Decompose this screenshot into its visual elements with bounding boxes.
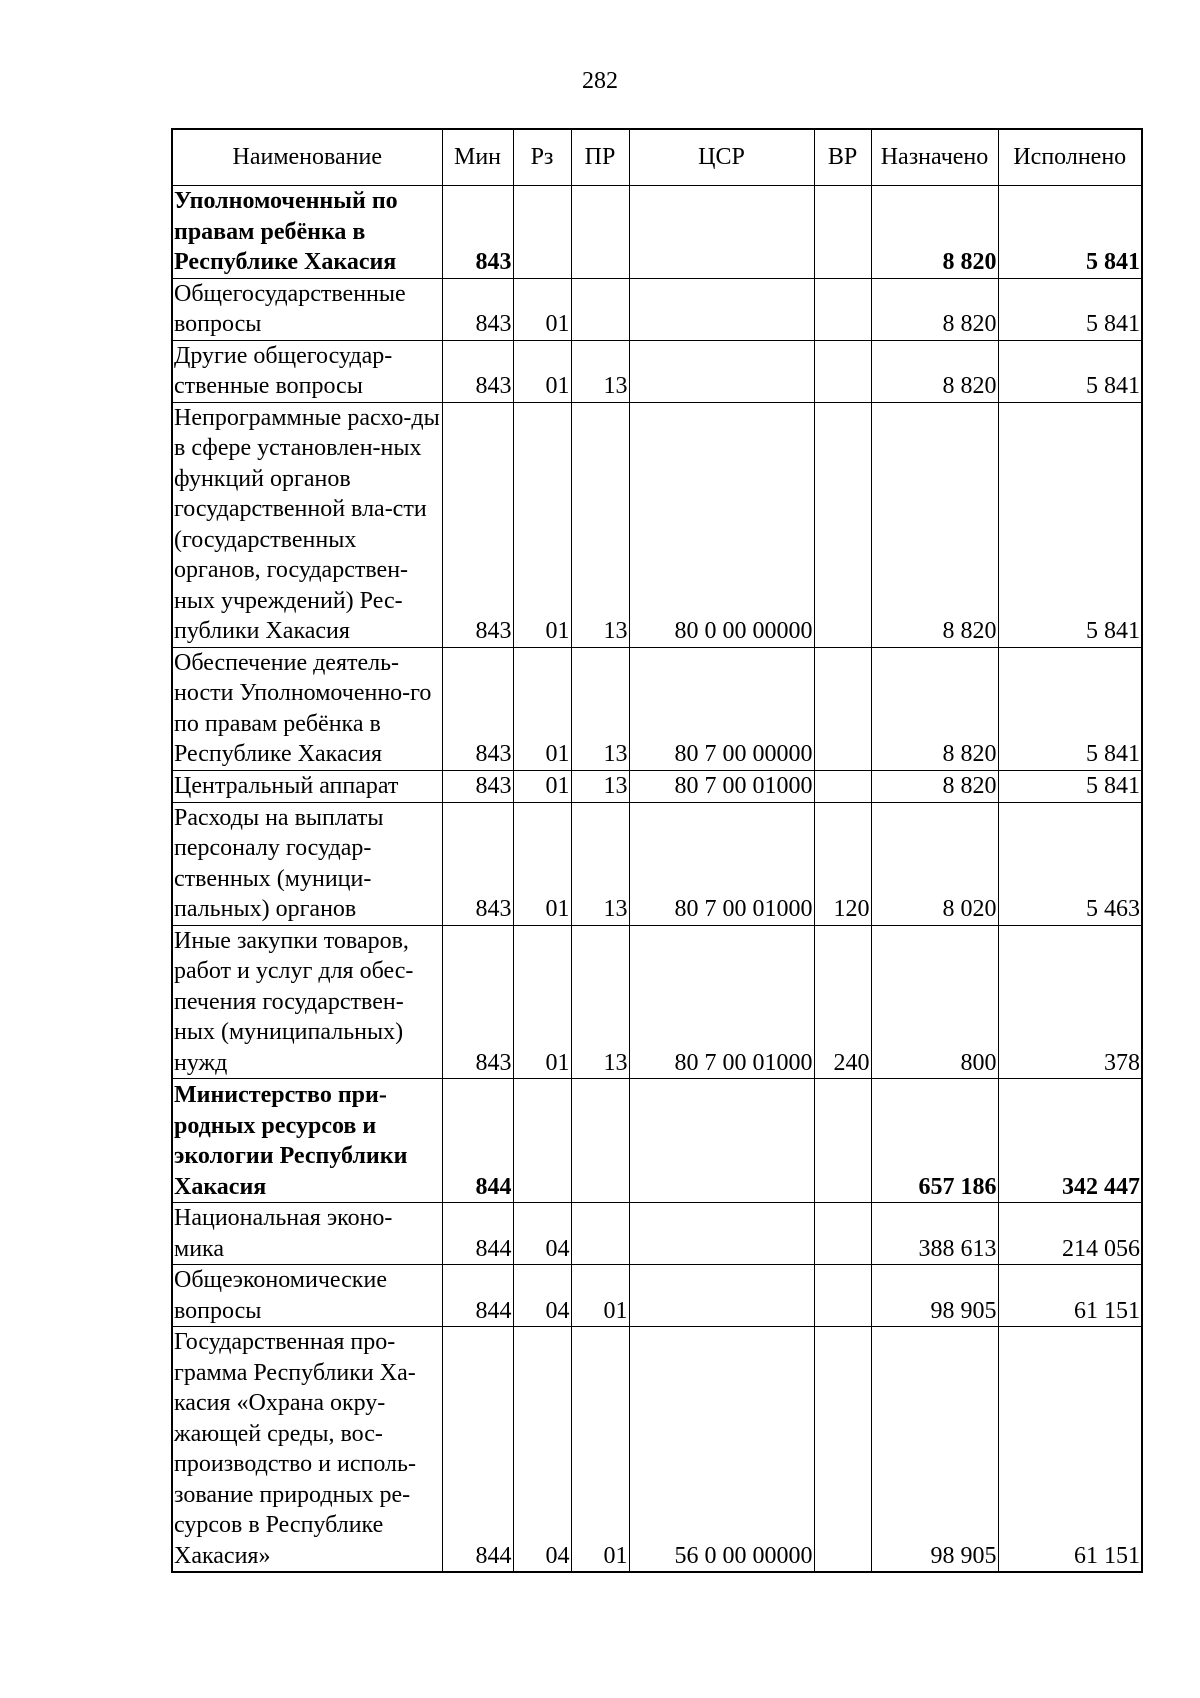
row-assigned: 8 820: [871, 278, 998, 340]
header-vr: ВР: [814, 129, 871, 186]
table-row: [172, 186, 1142, 279]
row-assigned: 8 020: [871, 802, 998, 925]
row-csr: 80 7 00 00000: [629, 647, 814, 770]
row-vr: [814, 1079, 871, 1203]
budget-table: [171, 128, 1143, 1573]
row-pr: 13: [571, 925, 629, 1079]
row-assigned: 8 820: [871, 402, 998, 647]
row-executed: 342 447: [998, 1079, 1142, 1203]
row-name: Общеэкономические вопросы: [172, 1265, 442, 1327]
table-row: [172, 278, 1142, 340]
row-csr: 80 7 00 01000: [629, 802, 814, 925]
row-name: Центральный аппарат: [172, 770, 442, 802]
row-vr: [814, 278, 871, 340]
row-vr: [814, 186, 871, 279]
row-assigned: 800: [871, 925, 998, 1079]
row-assigned: 8 820: [871, 647, 998, 770]
row-pr: 13: [571, 647, 629, 770]
row-min: 843: [442, 402, 513, 647]
row-assigned: 388 613: [871, 1203, 998, 1265]
row-pr: [571, 186, 629, 279]
row-vr: 240: [814, 925, 871, 1079]
row-name: Национальная эконо-мика: [172, 1203, 442, 1265]
row-executed: 378: [998, 925, 1142, 1079]
table-row: [172, 802, 1142, 925]
row-rz: 04: [513, 1327, 571, 1573]
row-assigned: 8 820: [871, 770, 998, 802]
header-rz: Рз: [513, 129, 571, 186]
row-rz: 01: [513, 340, 571, 402]
row-csr: [629, 1079, 814, 1203]
row-name: Уполномоченный по правам ребёнка в Республике Хакасия: [172, 186, 442, 279]
row-assigned: 657 186: [871, 1079, 998, 1203]
page-number: 282: [582, 68, 618, 94]
header-name: Наименование: [172, 129, 442, 186]
row-pr: 13: [571, 340, 629, 402]
row-min: 843: [442, 925, 513, 1079]
row-vr: [814, 647, 871, 770]
row-rz: [513, 1079, 571, 1203]
row-min: 844: [442, 1265, 513, 1327]
row-vr: 120: [814, 802, 871, 925]
row-rz: 01: [513, 802, 571, 925]
row-rz: 01: [513, 278, 571, 340]
row-executed: 5 841: [998, 402, 1142, 647]
row-csr: [629, 1203, 814, 1265]
row-min: 844: [442, 1203, 513, 1265]
row-pr: [571, 278, 629, 340]
row-rz: 01: [513, 647, 571, 770]
row-csr: 80 0 00 00000: [629, 402, 814, 647]
row-rz: 04: [513, 1203, 571, 1265]
row-pr: 13: [571, 402, 629, 647]
row-vr: [814, 1327, 871, 1573]
row-rz: 01: [513, 402, 571, 647]
row-name: Непрограммные расхо-ды в сфере установлен-ных функций органов государственной вла-сти (государственных органов, государствен-ных учреждений) Рес-публики Хакасия: [172, 402, 442, 647]
row-pr: [571, 1079, 629, 1203]
row-pr: 01: [571, 1327, 629, 1573]
row-name: Общегосударственные вопросы: [172, 278, 442, 340]
table-row: [172, 1265, 1142, 1327]
row-csr: 80 7 00 01000: [629, 925, 814, 1079]
row-assigned: 8 820: [871, 340, 998, 402]
row-pr: [571, 1203, 629, 1265]
row-min: 843: [442, 647, 513, 770]
row-min: 843: [442, 186, 513, 279]
row-executed: 5 841: [998, 340, 1142, 402]
row-pr: 13: [571, 770, 629, 802]
row-min: 843: [442, 278, 513, 340]
row-assigned: 8 820: [871, 186, 998, 279]
row-executed: 5 841: [998, 278, 1142, 340]
header-csr: ЦСР: [629, 129, 814, 186]
row-name: Другие общегосудар-ственные вопросы: [172, 340, 442, 402]
row-executed: 5 841: [998, 186, 1142, 279]
table-row: [172, 925, 1142, 1079]
row-vr: [814, 340, 871, 402]
row-executed: 5 463: [998, 802, 1142, 925]
row-csr: 80 7 00 01000: [629, 770, 814, 802]
row-assigned: 98 905: [871, 1265, 998, 1327]
row-csr: [629, 278, 814, 340]
row-rz: [513, 186, 571, 279]
header-pr: ПР: [571, 129, 629, 186]
row-name: Расходы на выплаты персоналу государ-ственных (муници-пальных) органов: [172, 802, 442, 925]
table-row: [172, 1079, 1142, 1203]
header-min: Мин: [442, 129, 513, 186]
row-min: 844: [442, 1079, 513, 1203]
row-name: Министерство при-родных ресурсов и экологии Республики Хакасия: [172, 1079, 442, 1203]
header-executed: Исполнено: [998, 129, 1142, 186]
row-rz: 01: [513, 925, 571, 1079]
row-csr: [629, 340, 814, 402]
row-pr: 13: [571, 802, 629, 925]
table-row: [172, 340, 1142, 402]
row-csr: 56 0 00 00000: [629, 1327, 814, 1573]
row-vr: [814, 1203, 871, 1265]
row-executed: 5 841: [998, 770, 1142, 802]
row-min: 843: [442, 340, 513, 402]
header-assigned: Назначено: [871, 129, 998, 186]
row-assigned: 98 905: [871, 1327, 998, 1573]
table-row: [172, 770, 1142, 802]
table-header-row: [172, 129, 1142, 186]
row-vr: [814, 402, 871, 647]
table-row: [172, 1203, 1142, 1265]
row-name: Государственная про-грамма Республики Ха-касия «Охрана окру-жающей среды, вос-производство и исполь-зование природных ре-сурсов в Республике Хакасия»: [172, 1327, 442, 1573]
table-row: [172, 1327, 1142, 1573]
row-pr: 01: [571, 1265, 629, 1327]
row-name: Иные закупки товаров, работ и услуг для обес-печения государствен-ных (муниципальных) нужд: [172, 925, 442, 1079]
row-executed: 214 056: [998, 1203, 1142, 1265]
row-executed: 5 841: [998, 647, 1142, 770]
row-executed: 61 151: [998, 1327, 1142, 1573]
row-csr: [629, 1265, 814, 1327]
row-vr: [814, 1265, 871, 1327]
row-vr: [814, 770, 871, 802]
row-min: 844: [442, 1327, 513, 1573]
row-name: Обеспечение деятель-ности Уполномоченно-го по правам ребёнка в Республике Хакасия: [172, 647, 442, 770]
row-executed: 61 151: [998, 1265, 1142, 1327]
row-rz: 04: [513, 1265, 571, 1327]
table-row: [172, 647, 1142, 770]
table-row: [172, 402, 1142, 647]
row-min: 843: [442, 770, 513, 802]
row-rz: 01: [513, 770, 571, 802]
row-csr: [629, 186, 814, 279]
row-min: 843: [442, 802, 513, 925]
